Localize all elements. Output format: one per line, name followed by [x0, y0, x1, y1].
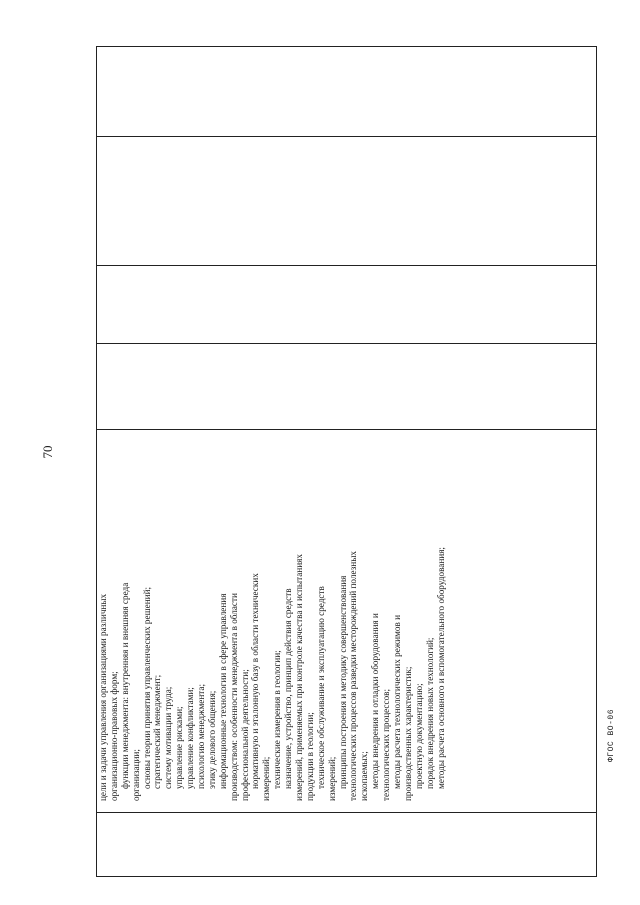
content-line: организационно-правовых форм; [108, 671, 119, 801]
content-line: профессиональной деятельности; [239, 669, 250, 801]
content-line: управление рисками; [174, 706, 185, 789]
content-line: измерений, применяемых при контроле качества и испытаниях [294, 554, 305, 801]
content-line: стратегический менеджмент; [152, 674, 163, 789]
content-line: измерений; [326, 756, 337, 801]
content-line: основы теории принятия управленческих решений; [141, 586, 152, 789]
content-cell-text [98, 431, 447, 801]
page-number: 70 [40, 445, 55, 459]
table-row-divider-3 [96, 343, 597, 344]
table-row-divider-1 [96, 136, 597, 137]
content-line: принципы построения и методику совершенствования [337, 575, 348, 789]
content-line: ископаемых; [359, 751, 370, 801]
content-line: технологических процессов разведки месторождений полезных [348, 551, 359, 801]
content-line: систему мотивации труда; [163, 686, 174, 789]
content-line: производственных характеристик; [402, 666, 413, 801]
content-line: функции менеджмента: внутренняя и внешняя среда [119, 582, 130, 789]
table-left-edge [96, 46, 97, 877]
content-line: методы расчета технологических режимов и [392, 614, 403, 789]
content-line: продукции в геологии; [304, 712, 315, 801]
content-line: организации; [130, 749, 141, 801]
content-line: техническое обслуживание и эксплуатацию средств [315, 586, 326, 789]
content-line: производством: особенности менеджмента в области [228, 593, 239, 801]
content-line: технические измерения в геологии; [272, 650, 283, 789]
table-row-divider-4 [96, 429, 597, 430]
content-line: психологию менеджмента; [196, 683, 207, 789]
content-line: технологических процессов; [381, 688, 392, 801]
content-line: порядок внедрения новых технологий; [424, 637, 435, 789]
content-line: цели и задачи управления организациями различных [98, 593, 108, 801]
content-line: проектную документацию; [413, 683, 424, 789]
table-row-divider-2 [96, 265, 597, 266]
content-line: методы внедрения и отладки оборудования и [370, 613, 381, 789]
content-line: измерений; [261, 756, 272, 801]
content-line: назначение, устройство, принцип действия средств [283, 588, 294, 789]
table-row-divider-5 [96, 812, 597, 813]
footer-code: ФГОС ВО-06 [607, 708, 616, 762]
content-line: методы расчета основного и вспомогательного оборудования; [435, 547, 446, 789]
content-line: информационные технологии в сфере управления [217, 593, 228, 789]
competency-table [96, 46, 597, 877]
content-line: этику делового общения; [206, 690, 217, 789]
content-line: нормативную и эталонную базу в области технических [250, 573, 261, 789]
content-line: управление конфликтами; [185, 687, 196, 789]
